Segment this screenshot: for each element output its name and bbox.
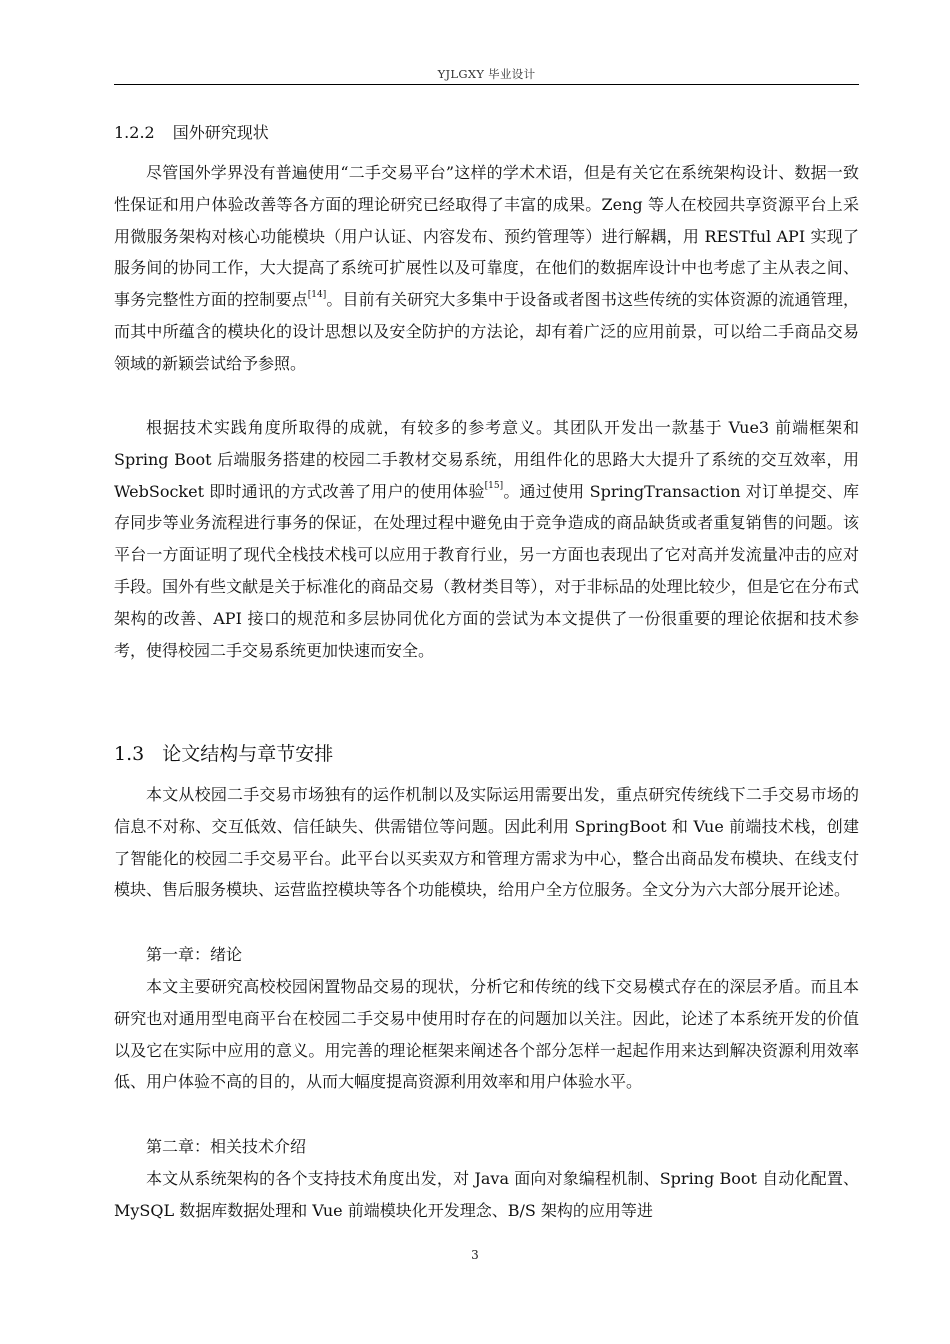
chapter-1-label: 第一章：绪论	[146, 945, 243, 964]
citation: [14]	[307, 289, 327, 300]
paragraph-text: 。通过使用 SpringTransaction 对订单提交、库存同步等业务流程进行事务的保证，在处理过程中避免由于竞争造成的商品缺货或者重复销售的问题。该平台一方面证明了现代全栈技术栈可以应用于教育行业，另一方面也表现出了它对高并发流量冲击的应对手段。国外有些文献是关于标准化的商品交易（教材类目等），对于非标品的处理比较少，但是它在分布式架构的改善、API 接口的规范和多层协同优化方面的尝试为本文提供了一份很重要的理论依据和技术参考，使得校园二手交易系统更加快速而安全。	[114, 481, 859, 660]
section-number: 1.2.2	[114, 123, 155, 142]
paragraph-chapter-2: 本文从系统架构的各个支持技术角度出发，对 Java 面向对象编程机制、Spring Boot 自动化配置、MySQL 数据库数据处理和 Vue 前端模块化开发理念、B/S 架构的应用等进	[114, 1169, 859, 1220]
section-heading-1-2-2	[114, 122, 269, 144]
section-number: 1.3	[114, 743, 145, 765]
paragraph-text: 。目前有关研究大多集中于设备或者图书这些传统的实体资源的流通管理，而其中所蕴含的模块化的设计思想以及安全防护的方法论，却有着广泛的应用前景，可以给二手商品交易领域的新颖尝试给予参照。	[114, 290, 859, 373]
paragraph-text: 尽管国外学界没有普遍使用“二手交易平台”这样的学术术语，但是有关它在系统架构设计、数据一致性保证和用户体验改善等各方面的理论研究已经取得了丰富的成果。Zeng 等人在校园共享资源平台上采用微服务架构对核心功能模块（用户认证、内容发布、预约管理等）进行解耦，用 RESTful API 实现了服务间的协同工作，大大提高了系统可扩展性以及可靠度，在他们的数据库设计中也考虑了主从表之间、事务完整性方面的控制要点	[114, 163, 859, 310]
paragraph-technical-practice	[114, 412, 859, 666]
header-rule	[114, 84, 859, 85]
section-heading-1-3	[114, 741, 333, 767]
paragraph-thesis-structure: 本文从校园二手交易市场独有的运作机制以及实际运用需要出发，重点研究传统线下二手交易市场的信息不对称、交互低效、信任缺失、供需错位等问题。因此利用 SpringBoot 和 Vue 前端技术栈，创建了智能化的校园二手交易平台。此平台以买卖双方和管理方需求为中心，整合出商品发布模块、在线支付模块、售后服务模块、运营监控模块等各个功能模块，给用户全方位服务。全文分为六大部分展开论述。	[114, 785, 859, 900]
paragraph-text: 根据技术实践角度所取得的成就，有较多的参考意义。其团队开发出一款基于 Vue3 前端框架和 Spring Boot 后端服务搭建的校园二手教材交易系统，用组件化的思路大大提升了系统的交互效率，用 WebSocket 即时通讯的方式改善了用户的使用体验	[114, 418, 859, 501]
paragraph-chapter-1: 本文主要研究高校校园闲置物品交易的现状，分析它和传统的线下交易模式存在的深层矛盾。而且本研究也对通用型电商平台在校园二手交易中使用时存在的问题加以关注。因此，论述了本系统开发的价值以及它在实际中应用的意义。用完善的理论框架来阐述各个部分怎样一起起作用来达到解决资源利用效率低、用户体验不高的目的，从而大幅度提高资源利用效率和用户体验水平。	[114, 977, 859, 1092]
running-header: YJLGXY 毕业设计	[437, 67, 536, 81]
section-title: 国外研究现状	[172, 123, 269, 142]
page-number: 3	[471, 1248, 479, 1262]
citation: [15]	[484, 481, 504, 492]
paragraph-foreign-research	[114, 157, 859, 380]
section-title: 论文结构与章节安排	[162, 743, 334, 765]
chapter-2-label: 第二章：相关技术介绍	[146, 1137, 307, 1156]
